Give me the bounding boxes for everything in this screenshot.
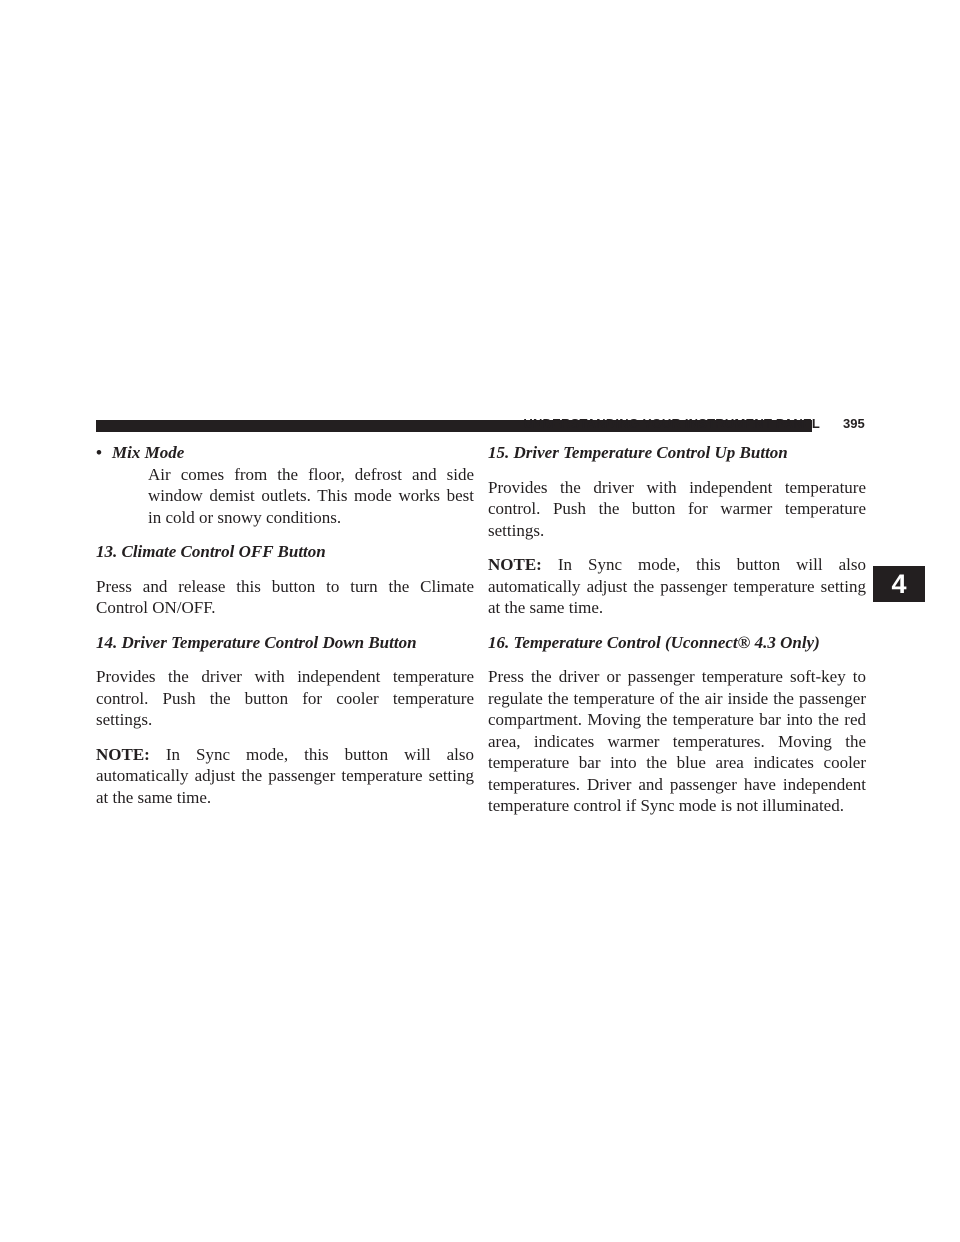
note-14 (96, 744, 474, 809)
paragraph-15: Provides the driver with independent temperature control. Push the button for warmer temperature settings. (488, 477, 866, 540)
note-text: In Sync mode, this button will also automatically adjust the passenger temperature setting at the same time. (96, 744, 474, 807)
heading-13: 13. Climate Control OFF Button (96, 542, 326, 561)
note-label: NOTE: (96, 744, 150, 764)
paragraph-16: Press the driver or passenger temperature soft-key to regulate the temperature of the air inside the passenger compartment. Moving the temperature bar into the red area, indicates warmer temperatures. Moving the temperature bar into the blue area indicates cooler temperatures. Driver and passenger have independent temperature control if Sync mode is not illuminated. (488, 667, 866, 815)
bullet-description: Air comes from the floor, defrost and side window demist outlets. This mode works best in cold or snowy conditions. (148, 464, 474, 527)
paragraph-14: Provides the driver with independent temperature control. Push the button for cooler temperature settings. (96, 667, 474, 729)
paragraph-13: Press and release this button to turn the Climate Control ON/OFF. (96, 576, 474, 617)
bullet-item (96, 442, 474, 464)
page-number: 395 (843, 416, 865, 431)
left-column (96, 442, 474, 821)
note-text: In Sync mode, this button will also automatically adjust the passenger temperature setting at the same time. (488, 555, 866, 617)
note-label: NOTE: (488, 555, 542, 574)
heading-14: 14. Driver Temperature Control Down Button (96, 632, 417, 652)
chapter-tab: 4 (873, 566, 925, 602)
heading-15: 15. Driver Temperature Control Up Button (488, 443, 788, 462)
bullet-title: Mix Mode (112, 443, 185, 462)
header-rule (96, 420, 509, 432)
bullet-icon: • (96, 443, 102, 462)
section-title: UNDERSTANDING YOUR INSTRUMENT PANEL (523, 416, 820, 431)
heading-16: 16. Temperature Control (Uconnect® 4.3 Only) (488, 632, 820, 652)
note-15 (488, 554, 866, 619)
right-column (488, 442, 866, 830)
